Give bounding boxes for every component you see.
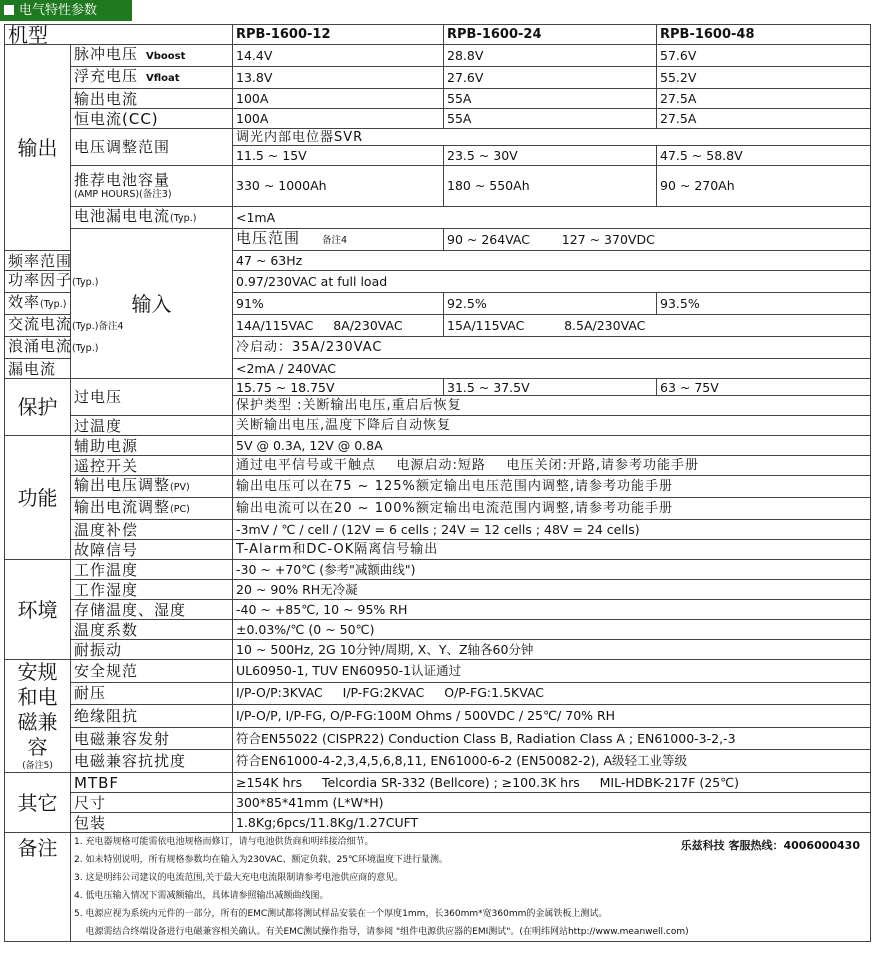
cell-value: 13.8V [233, 67, 444, 89]
cell-value: 100A [233, 109, 444, 129]
note-line: 电源需结合终端设备进行电磁兼容相关确认。有关EMC测试操作指导，请参阅 "组件电源供应器的EMI测试"。(在明纬网站http://www.meanwell.com) [74, 927, 689, 937]
note-line: 1. 充电器规格可能需依电池规格而修订，请与电池供货商和明纬接洽细节。 [74, 837, 374, 847]
cell-value: 47 ~ 63Hz [233, 251, 871, 271]
cell-value: 15A/115VAC 8.5A/230VAC [444, 315, 871, 337]
cell-value: T-Alarm和DC-OK隔离信号输出 [233, 540, 871, 560]
cell-value: 90 ~ 270Ah [657, 166, 871, 207]
square-icon [4, 5, 14, 15]
cell-value: 28.8V [444, 45, 657, 67]
cell-value: 57.6V [657, 45, 871, 67]
row-label: 漏电流 [5, 359, 71, 379]
cell-value: 符合EN61000-4-2,3,4,5,6,8,11, EN61000-6-2 (EN50082-2), A级轻工业等级 [233, 750, 871, 773]
section-banner [0, 0, 132, 21]
cell-value: -30 ~ +70℃ (参考"减额曲线") [233, 560, 871, 580]
model-label: 机型 [5, 25, 233, 45]
cell-value: 保护类型 :关断输出电压,重启后恢复 [233, 396, 871, 416]
cell-value: 27.6V [444, 67, 657, 89]
model-name: RPB-1600-48 [657, 25, 871, 45]
row-label: 推荐电池容量 (AMP HOURS)(备注3) [71, 166, 233, 207]
cell-value: 20 ~ 90% RH无冷凝 [233, 580, 871, 600]
cell-value: 调光内部电位器SVR [233, 129, 871, 146]
spec-table [4, 24, 871, 942]
category-output: 输出 [5, 45, 71, 251]
row-label: 过电压 [71, 379, 233, 416]
cell-value: 31.5 ~ 37.5V [444, 379, 657, 396]
cell-value: 冷启动：35A/230VAC [233, 337, 871, 359]
cell-value: 90 ~ 264VAC 127 ~ 370VDC [444, 229, 871, 251]
cell-value: 100A [233, 89, 444, 109]
cell-value: 55A [444, 89, 657, 109]
row-label: 效率(Typ.) [5, 293, 71, 315]
cell-value: 5V @ 0.3A, 12V @ 0.8A [233, 436, 871, 456]
cell-value: 27.5A [657, 109, 871, 129]
cell-value: -40 ~ +85℃, 10 ~ 95% RH [233, 600, 871, 620]
cell-value: 47.5 ~ 58.8V [657, 146, 871, 166]
row-label: 温度系数 [71, 620, 233, 640]
cell-value: 11.5 ~ 15V [233, 146, 444, 166]
cell-value: 180 ~ 550Ah [444, 166, 657, 207]
cell-value: 关断输出电压,温度下降后自动恢复 [233, 416, 871, 436]
cell-value: 10 ~ 500Hz, 2G 10分钟/周期, X、Y、Z轴各60分钟 [233, 640, 871, 660]
row-label: 工作温度 [71, 560, 233, 580]
cell-value: 300*85*41mm (L*W*H) [233, 793, 871, 813]
row-label: 工作湿度 [71, 580, 233, 600]
row-label: 浪涌电流(Typ.) [5, 337, 71, 359]
cell-value: -3mV / ℃ / cell / (12V = 6 cells ; 24V = 12 cells ; 48V = 24 cells) [233, 520, 871, 540]
cell-value: I/P-O/P:3KVAC I/P-FG:2KVAC O/P-FG:1.5KVAC [233, 682, 871, 705]
note-line: 5. 电源应视为系统内元件的一部分，所有的EMC测试都将测试样品安装在一个厚度1mm，长360mm*宽360mm的金属铁板上测试。 [74, 909, 608, 919]
category-function: 功能 [5, 436, 71, 560]
cell-value: 14.4V [233, 45, 444, 67]
row-label: 交流电流(Typ.)备注4 [5, 315, 71, 337]
cell-value: ±0.03%/℃ (0 ~ 50℃) [233, 620, 871, 640]
row-label: 遥控开关 [71, 456, 233, 476]
model-name: RPB-1600-12 [233, 25, 444, 45]
row-label: 绝缘阻抗 [71, 705, 233, 728]
row-label: 耐振动 [71, 640, 233, 660]
cell-value: 91% [233, 293, 444, 315]
cell-value: 23.5 ~ 30V [444, 146, 657, 166]
row-label: 恒电流(CC) [71, 109, 233, 129]
category-input: 输入 [71, 229, 233, 379]
banner-title: 电气特性参数 [19, 3, 98, 18]
row-label: 电压范围 备注4 [233, 229, 444, 251]
row-label: MTBF [71, 773, 233, 793]
model-name: RPB-1600-24 [444, 25, 657, 45]
cell-value: 符合EN55022 (CISPR22) Conduction Class B, Radiation Class A ; EN61000-3-2,-3 [233, 727, 871, 750]
row-label: 温度补偿 [71, 520, 233, 540]
row-label: 存储温度、湿度 [71, 600, 233, 620]
model-row [5, 25, 871, 45]
cell-value: <1mA [233, 207, 871, 229]
cell-value: 93.5% [657, 293, 871, 315]
note-line: 4. 低电压输入情况下需减额输出，具体请参照输出减额曲线图。 [74, 891, 329, 901]
category-safety: 安规和电磁兼容 (备注5) [5, 660, 71, 773]
row-label: 电池漏电电流(Typ.) [71, 207, 233, 229]
row-label: 脉冲电压 Vboost [71, 45, 233, 67]
cell-value: 55.2V [657, 67, 871, 89]
category-environment: 环境 [5, 560, 71, 660]
row-label: 耐压 [71, 682, 233, 705]
note-line: 2. 如未特别说明，所有规格参数均在输入为230VAC、额定负载、25℃环境温度下进行量测。 [74, 855, 449, 865]
hotline: 乐兹科技 客服热线：4006000430 [680, 839, 860, 852]
cell-value: I/P-O/P, I/P-FG, O/P-FG:100M Ohms / 500VDC / 25℃/ 70% RH [233, 705, 871, 728]
row-label: 故障信号 [71, 540, 233, 560]
cell-value: 1.8Kg;6pcs/11.8Kg/1.27CUFT [233, 813, 871, 833]
row-label: 电磁兼容发射 [71, 727, 233, 750]
cell-value: 输出电流可以在20 ~ 100%额定输出电流范围内调整,请参考功能手册 [233, 498, 871, 520]
cell-value: 0.97/230VAC at full load [233, 271, 871, 293]
cell-value: 55A [444, 109, 657, 129]
row-label: 频率范围 [5, 251, 71, 271]
cell-value: <2mA / 240VAC [233, 359, 871, 379]
row-label: 安全规范 [71, 660, 233, 683]
cell-value: 63 ~ 75V [657, 379, 871, 396]
cell-value: 输出电压可以在75 ~ 125%额定输出电压范围内调整,请参考功能手册 [233, 476, 871, 498]
cell-value: 14A/115VAC 8A/230VAC [233, 315, 444, 337]
row-label: 过温度 [71, 416, 233, 436]
row-label: 电磁兼容抗扰度 [71, 750, 233, 773]
cell-value: 通过电平信号或干触点 电源启动:短路 电压关闭:开路,请参考功能手册 [233, 456, 871, 476]
row-label: 电压调整范围 [71, 129, 233, 166]
category-others: 其它 [5, 773, 71, 833]
category-notes: 备注 [5, 833, 71, 942]
row-label: 辅助电源 [71, 436, 233, 456]
category-protection: 保护 [5, 379, 71, 436]
row-label: 输出电流调整(PC) [71, 498, 233, 520]
row-label: 尺寸 [71, 793, 233, 813]
row-label: 输出电流 [71, 89, 233, 109]
notes-block [71, 833, 871, 942]
cell-value: 92.5% [444, 293, 657, 315]
row-label: 输出电压调整(PV) [71, 476, 233, 498]
row-label: 包装 [71, 813, 233, 833]
row-label: 功率因子(Typ.) [5, 271, 71, 293]
cell-value: 330 ~ 1000Ah [233, 166, 444, 207]
row-label: 浮充电压 Vfloat [71, 67, 233, 89]
cell-value: ≥154K hrs Telcordia SR-332 (Bellcore) ; ≥100.3K hrs MIL-HDBK-217F (25℃) [233, 773, 871, 793]
note-line: 3. 这是明纬公司建议的电流范围,关于最大充电电流限制请参考电池供应商的意见。 [74, 873, 404, 883]
cell-value: UL60950-1, TUV EN60950-1认证通过 [233, 660, 871, 683]
cell-value: 27.5A [657, 89, 871, 109]
cell-value: 15.75 ~ 18.75V [233, 379, 444, 396]
